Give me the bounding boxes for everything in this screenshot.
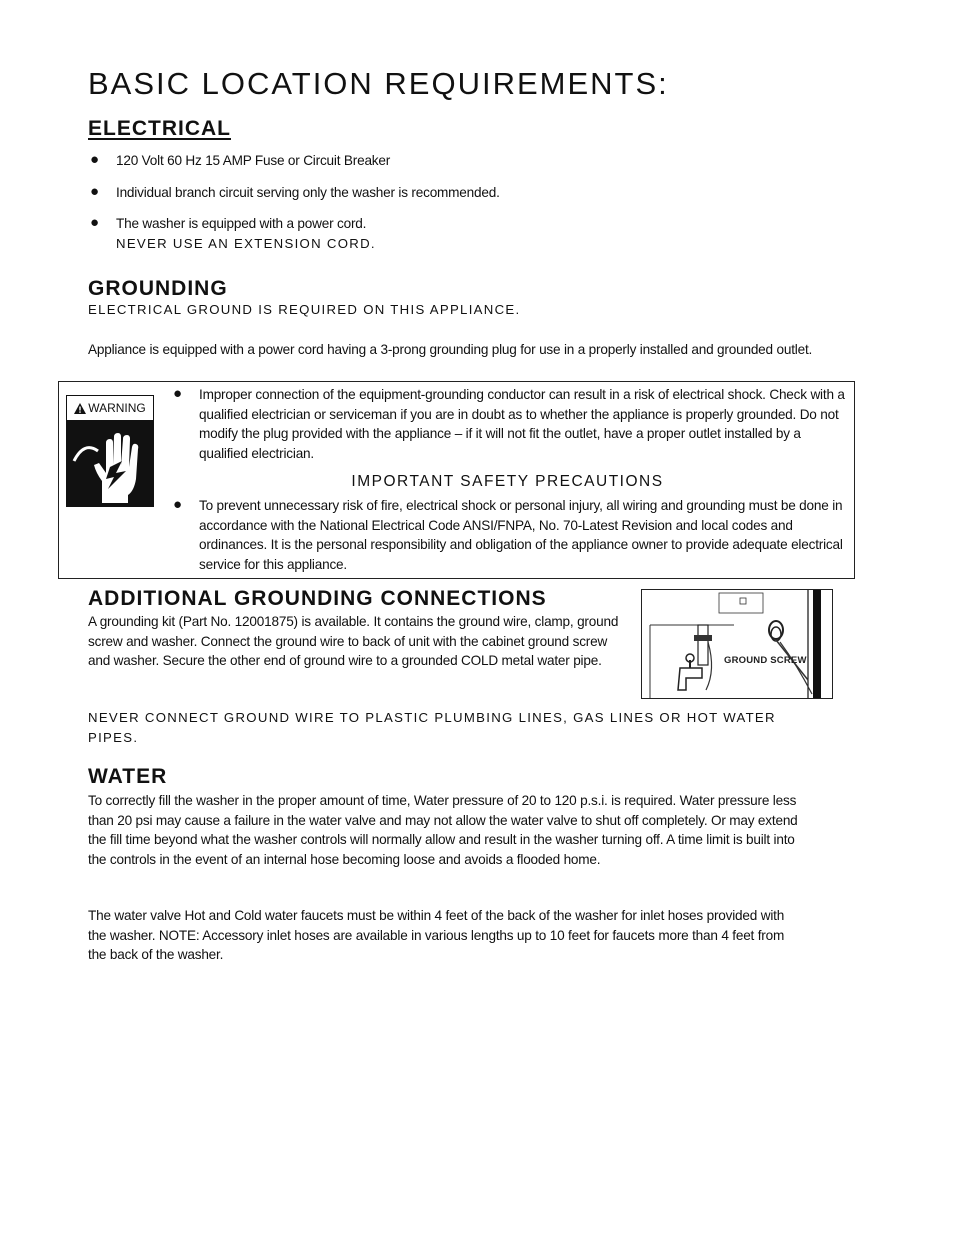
list-item	[90, 214, 850, 253]
ground-screw-illustration	[642, 590, 833, 699]
list-item-text: The washer is equipped with a power cord.	[116, 216, 367, 231]
list-item-text: 120 Volt 60 Hz 15 AMP Fuse or Circuit Breaker	[116, 153, 391, 168]
page-title: BASIC LOCATION REQUIREMENTS:	[88, 66, 669, 101]
list-item	[90, 183, 850, 203]
additional-grounding-heading: ADDITIONAL GROUNDING CONNECTIONS	[88, 587, 547, 610]
never-connect-warning: NEVER CONNECT GROUND WIRE TO PLASTIC PLUMBING LINES, GAS LINES OR HOT WATER PIPES.	[88, 710, 776, 745]
list-item-text: To prevent unnecessary risk of fire, electrical shock or personal injury, all wiring and grounding must be done in accordance with the National Electrical Code ANSI/FNPA, No. 70-Latest Revision and local codes and ordinances. It is the personal responsibility and obligation of the appliance owner to provide adequate electrical service for this appliance.	[199, 498, 843, 572]
warning-symbol	[66, 395, 154, 507]
bullet-icon: ●	[173, 385, 182, 402]
warning-list-2	[173, 496, 848, 574]
water-heading: WATER	[88, 765, 168, 788]
list-item-text: Individual branch circuit serving only the washer is recommended.	[116, 184, 500, 200]
ground-screw-label: GROUND SCREW	[724, 655, 807, 666]
list-item-text: Improper connection of the equipment-grounding conductor can result in a risk of electrical shock. Check with a qualified electrician or serviceman if you are in doubt as to whether the appliance is properly grounded. Do not modify the plug provided with the appliance – if it will not fit the outlet, have a proper outlet installed by a qualified electrician.	[199, 387, 845, 461]
list-item	[90, 151, 850, 171]
bullet-icon: ●	[90, 151, 99, 168]
list-item	[173, 385, 848, 463]
alert-triangle-icon	[74, 403, 86, 414]
grounding-paragraph: Appliance is equipped with a power cord having a 3-prong grounding plug for use in a properly installed and grounded outlet.	[88, 342, 813, 357]
electrical-heading: ELECTRICAL	[88, 117, 231, 140]
water-paragraph-2: The water valve Hot and Cold water faucets must be within 4 feet of the back of the washer for inlet hoses provided with the washer. NOTE: Accessory inlet hoses are available in various lengths up to 10 feet for faucets more than 4 feet from the back of the washer.	[88, 908, 785, 962]
electrical-shock-hand-icon	[66, 421, 154, 507]
electrical-list	[90, 151, 850, 253]
water-paragraph-1: To correctly fill the washer in the proper amount of time, Water pressure of 20 to 120 p.s.i. is required. Water pressure less than 20 psi may cause a failure in the water valve and may not allow the water valve to shut off completely. Or may extend the fill time beyond what the washer controls will normally allow and result in the washer turning off. A time limit is built into the controls in the event of an internal hose becoming loose and avoids a flooded home.	[88, 793, 798, 867]
warning-list-1	[173, 385, 848, 463]
bullet-icon: ●	[173, 496, 182, 513]
warning-label	[66, 395, 154, 421]
extension-cord-note: NEVER USE AN EXTENSION CORD.	[116, 235, 376, 251]
ground-required-note: ELECTRICAL GROUND IS REQUIRED ON THIS APPLIANCE.	[88, 302, 521, 317]
grounding-heading: GROUNDING	[88, 277, 228, 300]
ground-screw-figure	[641, 589, 833, 699]
bullet-icon: ●	[90, 214, 99, 231]
list-item	[173, 496, 848, 574]
additional-grounding-paragraph: A grounding kit (Part No. 12001875) is available. It contains the ground wire, clamp, ground screw and washer. Connect the ground wire to back of unit with the cabinet ground screw and washer. Secure the other end of ground wire to a grounded COLD metal water pipe.	[88, 614, 619, 668]
warning-label-text: WARNING	[88, 401, 146, 415]
safety-precautions-heading: IMPORTANT SAFETY PRECAUTIONS	[351, 473, 664, 490]
bullet-icon: ●	[90, 182, 99, 200]
